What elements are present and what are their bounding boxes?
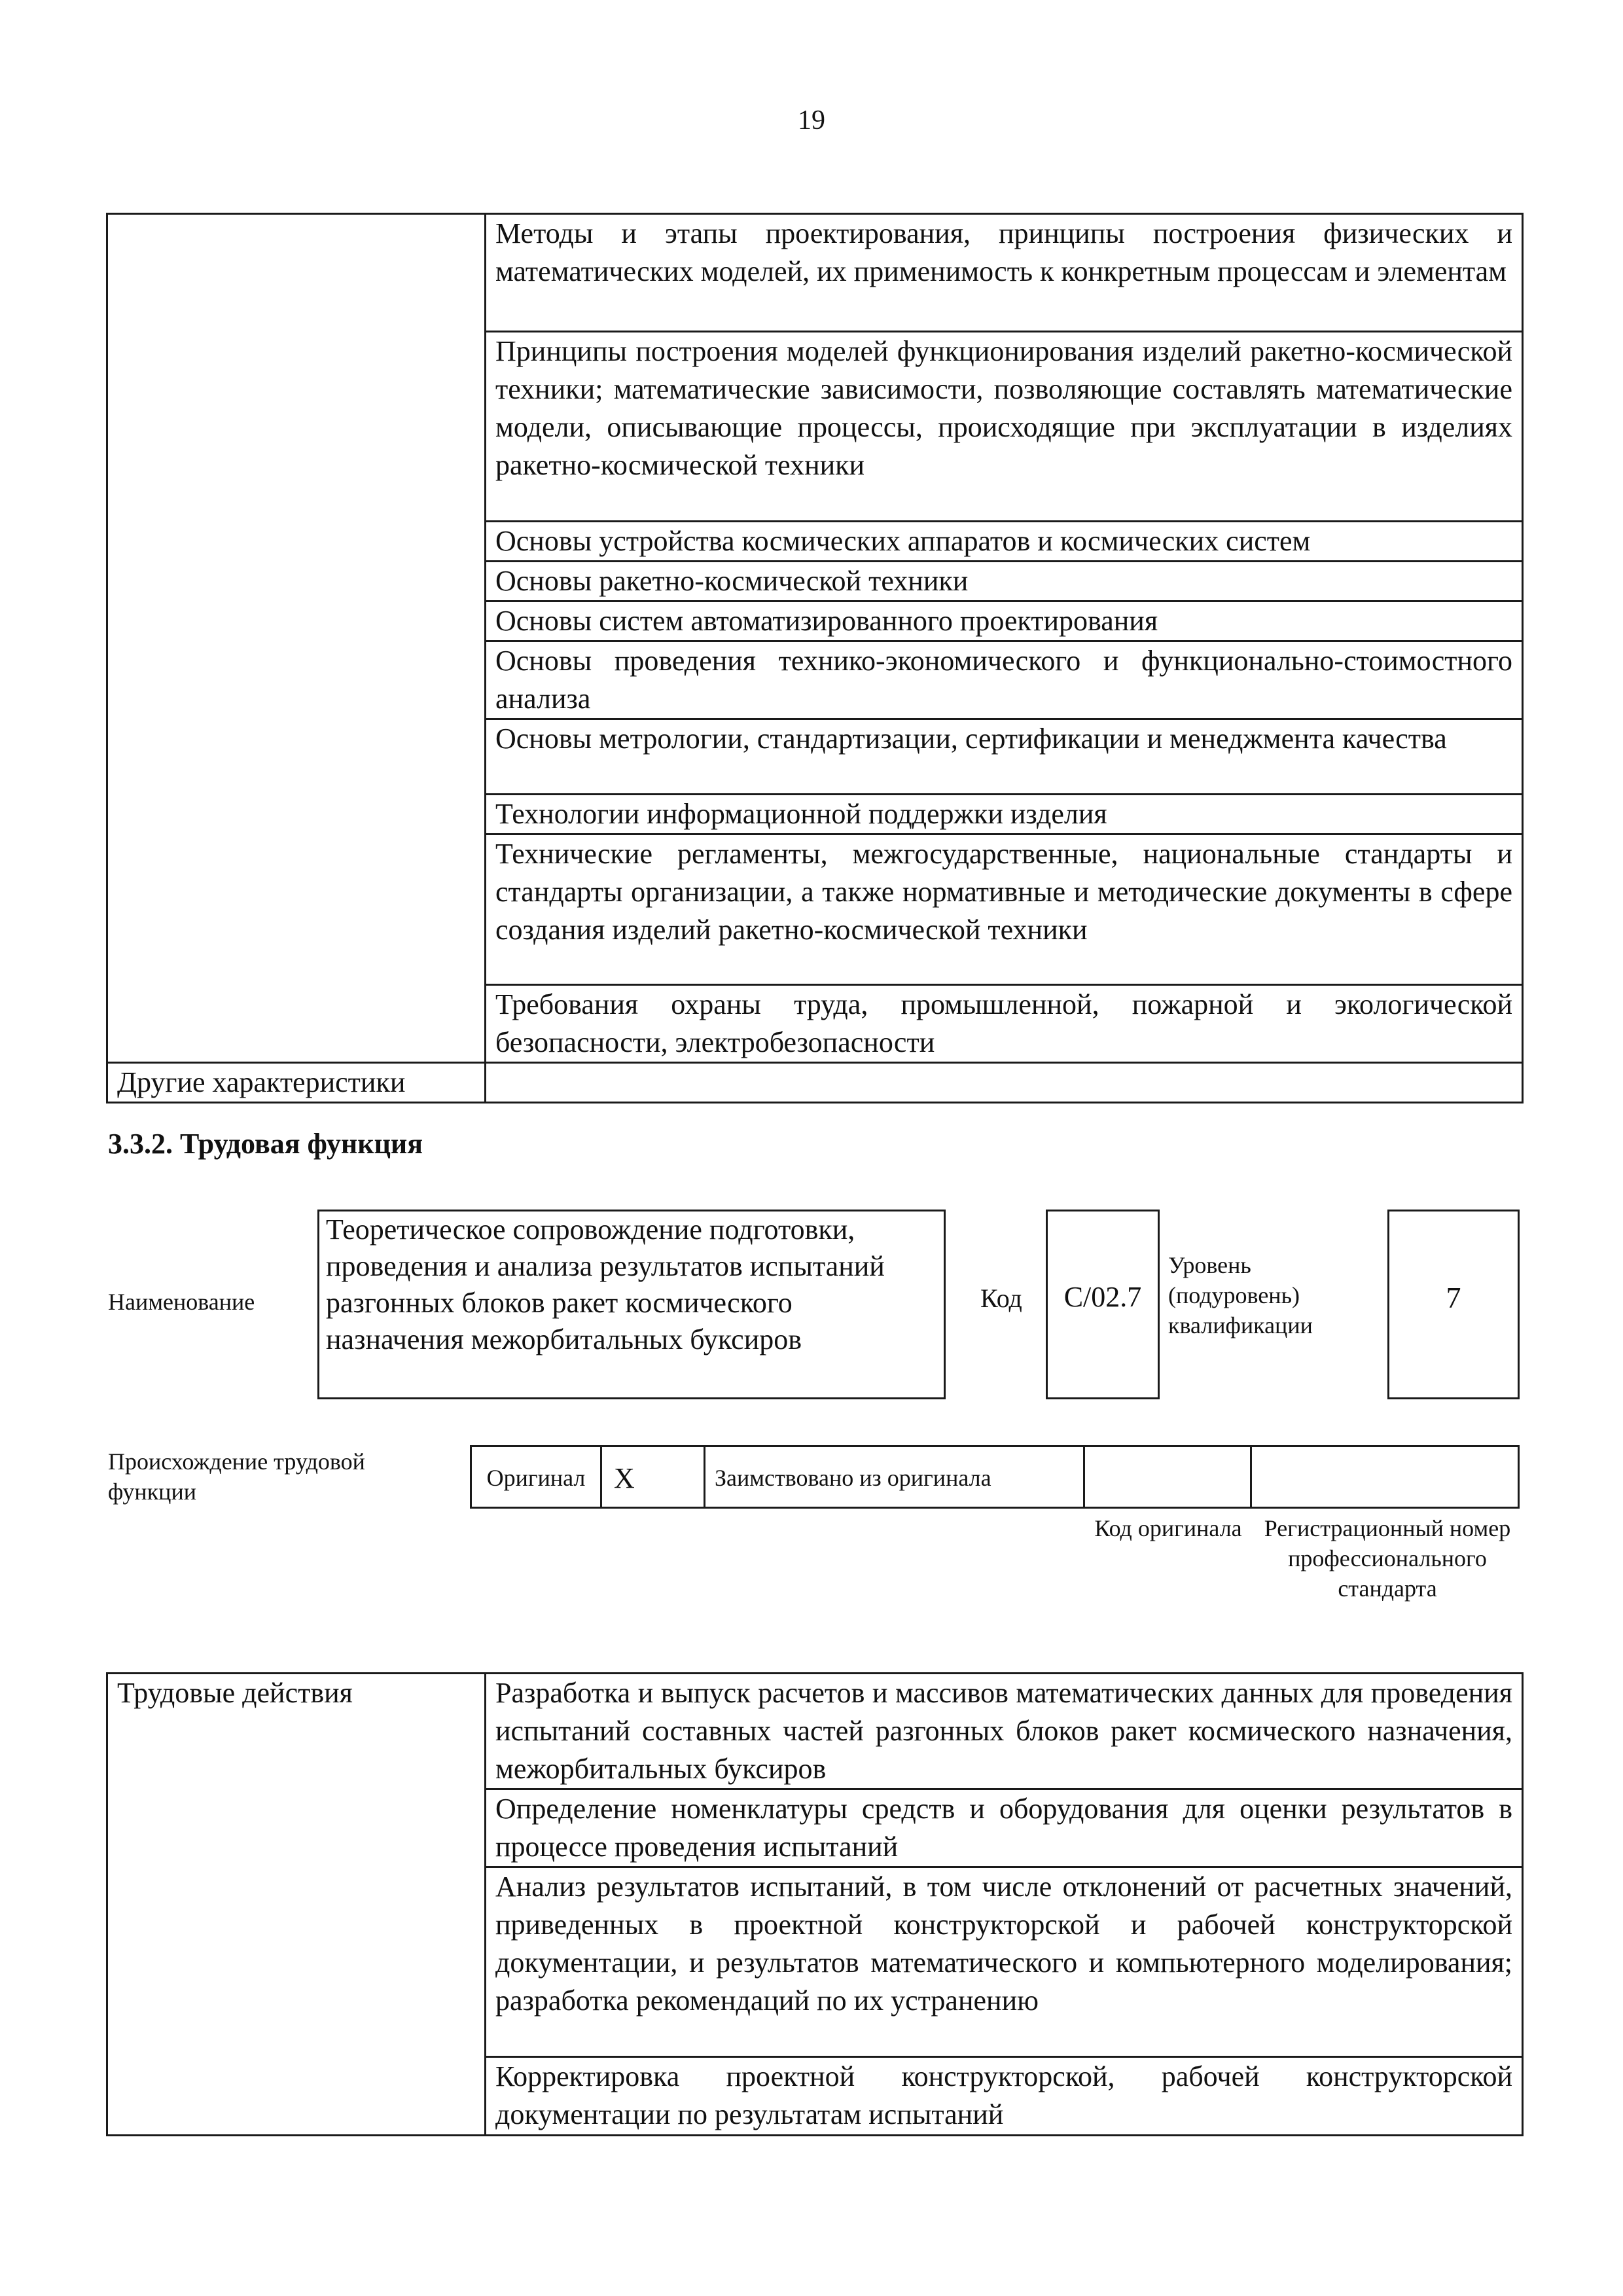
other-characteristics-value (486, 1063, 1523, 1103)
name-label: Наименование (108, 1289, 255, 1315)
labor-action-row: Определение номенклатуры средств и оборудования для оценки результатов в процессе проведения испытаний (486, 1789, 1523, 1867)
knowledge-table (106, 213, 1524, 1103)
knowledge-row: Основы устройства космических аппаратов и космических систем (486, 522, 1523, 562)
labor-actions-table (106, 1672, 1524, 2136)
origin-borrowed-cell (704, 1445, 1085, 1509)
knowledge-row: Основы метрологии, стандартизации, сертификации и менеджмента качества (486, 719, 1523, 795)
origin-mark: X (614, 1462, 635, 1494)
knowledge-row: Принципы построения моделей функционирования изделий ракетно-космической техники; математические зависимости, позволяющие составлять математические модели, описывающие процессы, происходящие при эксплуатации в изделиях ракетно-космической техники (486, 332, 1523, 522)
origin-label: Происхождение трудовой функции (108, 1448, 365, 1505)
origin-original-label: Оригинал (486, 1465, 586, 1491)
function-code-box (1046, 1210, 1160, 1399)
knowledge-row: Технические регламенты, межгосударственные, национальные стандарты и стандарты организации, а также нормативные и методические документы в сфере создания изделий ракетно-космической техники (486, 834, 1523, 985)
origin-mark-cell (600, 1445, 705, 1509)
level-box (1387, 1210, 1520, 1399)
labor-action-row: Корректировка проектной конструкторской, рабочей конструкторской документации по результатам испытаний (486, 2057, 1523, 2136)
knowledge-left-empty (107, 214, 486, 1063)
code-label: Код (980, 1283, 1022, 1313)
labor-action-row: Разработка и выпуск расчетов и массивов математических данных для проведения испытаний составных частей разгонных блоков ракет космического назначения, межорбитальных буксиров (486, 1674, 1523, 1789)
function-code-value: С/02.7 (1063, 1281, 1142, 1313)
origin-code-caption: Код оригинала (1094, 1515, 1242, 1541)
other-characteristics-label: Другие характеристики (107, 1063, 486, 1103)
knowledge-row: Основы ракетно-космической техники (486, 562, 1523, 601)
section-heading: 3.3.2. Трудовая функция (108, 1128, 423, 1160)
labor-actions-label: Трудовые действия (107, 1674, 486, 2136)
knowledge-row: Основы систем автоматизированного проектирования (486, 601, 1523, 641)
knowledge-row: Основы проведения технико-экономического и функционально-стоимостного анализа (486, 641, 1523, 719)
origin-reg-caption: Регистрационный номер профессионального стандарта (1264, 1515, 1511, 1602)
origin-code-cell (1083, 1445, 1252, 1509)
page-number: 19 (798, 105, 825, 135)
level-value: 7 (1446, 1281, 1461, 1314)
function-name-box (317, 1210, 946, 1399)
origin-reg-cell (1250, 1445, 1520, 1509)
knowledge-row: Технологии информационной поддержки изделия (486, 795, 1523, 834)
labor-action-row: Анализ результатов испытаний, в том числе отклонений от расчетных значений, приведенных в проектной конструкторской и рабочей конструкторской документации, и результатов математического и компьютерного моделирования; разработка рекомендаций по их устранению (486, 1867, 1523, 2057)
origin-borrowed-label: Заимствовано из оригинала (715, 1465, 991, 1491)
knowledge-row: Требования охраны труда, промышленной, пожарной и экологической безопасности, электробезопасности (486, 985, 1523, 1063)
level-label: Уровень (подуровень) квалификации (1168, 1252, 1313, 1338)
knowledge-row: Методы и этапы проектирования, принципы построения физических и математических моделей, их применимость к конкретным процессам и элементам (486, 214, 1523, 332)
origin-original-cell (470, 1445, 602, 1509)
function-name-value: Теоретическое сопровождение подготовки, проведения и анализа результатов испытаний разгонных блоков ракет космического назначения межорбитальных буксиров (326, 1213, 885, 1355)
